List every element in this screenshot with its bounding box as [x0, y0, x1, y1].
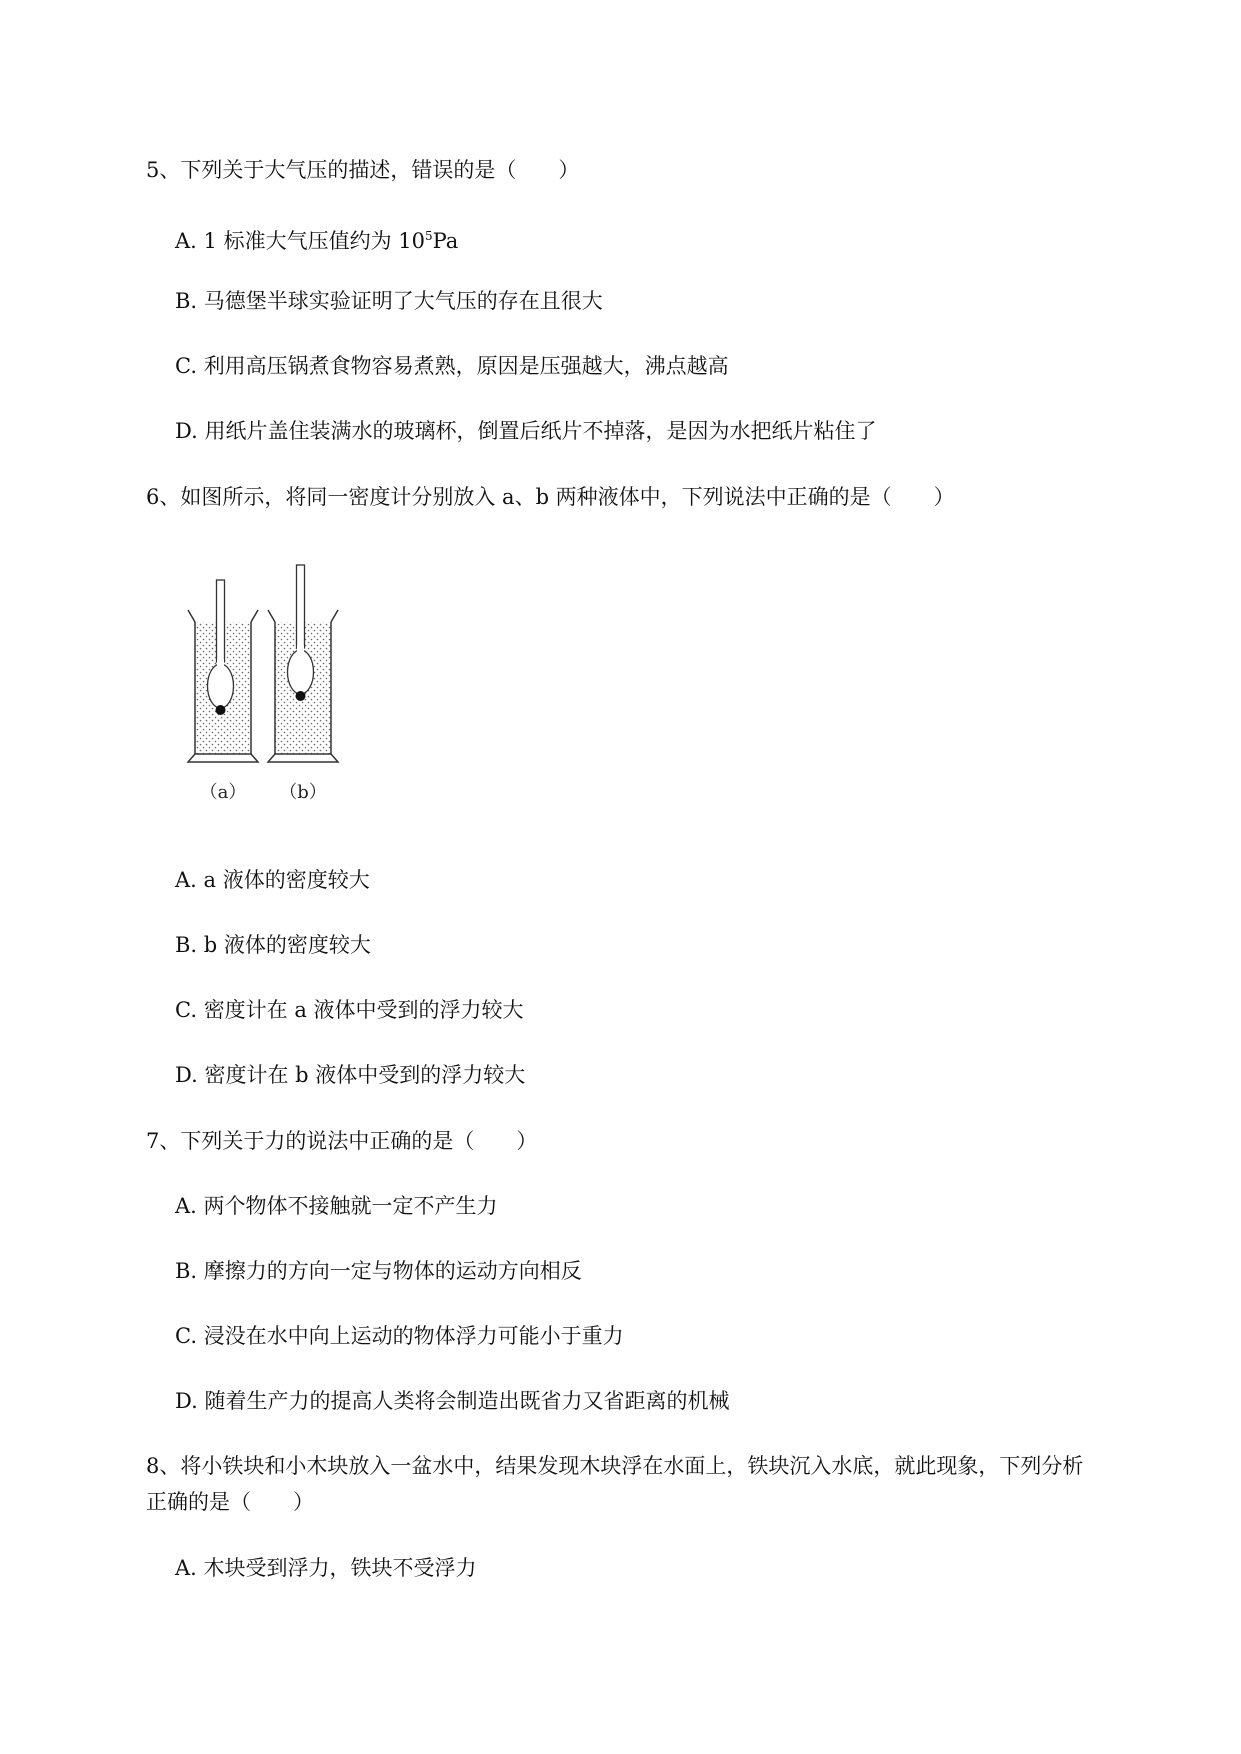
- option-letter: C.: [175, 354, 197, 378]
- q5-option-a: [175, 222, 458, 255]
- option-text: 密度计在 b 液体中受到的浮力较大: [204, 1063, 526, 1087]
- option-text: 两个物体不接触就一定不产生力: [203, 1194, 498, 1218]
- question-8-stem-line2: 正确的是（ ）: [146, 1490, 314, 1514]
- exponent: 5: [424, 229, 433, 243]
- cylinder-a: [188, 580, 258, 762]
- question-6-stem: [146, 483, 955, 511]
- q8-option-a: [175, 1554, 477, 1582]
- question-text: 下列关于力的说法中正确的是（ ）: [180, 1129, 538, 1153]
- question-8-stem-line1: [146, 1452, 1083, 1480]
- option-text: a 液体的密度较大: [203, 868, 370, 892]
- q7-option-a: [175, 1192, 498, 1220]
- q5-option-c: [175, 352, 729, 380]
- option-text: 密度计在 a 液体中受到的浮力较大: [203, 998, 524, 1022]
- option-letter: A.: [175, 229, 197, 253]
- option-text: 浸没在水中向上运动的物体浮力可能小于重力: [203, 1324, 624, 1348]
- question-text: 将小铁块和小木块放入一盆水中，结果发现木块浮在水面上，铁块沉入水底，就此现象，下列分析: [180, 1454, 1084, 1478]
- option-text: 1 标准大气压值约为 10: [203, 229, 425, 253]
- cylinder-b: [268, 565, 338, 762]
- option-text: 随着生产力的提高人类将会制造出既省力又省距离的机械: [204, 1389, 730, 1413]
- option-letter: C.: [175, 1324, 197, 1348]
- q6-option-c: [175, 996, 524, 1024]
- q5-option-d: [175, 417, 876, 445]
- option-text: b 液体的密度较大: [203, 933, 371, 957]
- q6-option-b: [175, 931, 371, 959]
- q7-option-c: [175, 1322, 624, 1350]
- hydrometer-figure: [178, 560, 358, 825]
- option-letter: B.: [175, 289, 198, 313]
- question-7-stem: [146, 1127, 537, 1155]
- option-text: 木块受到浮力，铁块不受浮力: [203, 1556, 477, 1580]
- question-5-stem: [146, 156, 579, 184]
- option-text: 摩擦力的方向一定与物体的运动方向相反: [203, 1259, 582, 1283]
- question-number: 8、: [146, 1454, 181, 1478]
- figure-label-a: （a）: [199, 782, 247, 803]
- q6-option-a: [175, 866, 370, 894]
- option-letter: D.: [175, 1063, 198, 1087]
- question-number: 5、: [146, 158, 181, 182]
- option-letter: A.: [175, 1194, 197, 1218]
- q5-option-b: [175, 287, 603, 315]
- option-letter: A.: [175, 1556, 197, 1580]
- figure-label-b: （b）: [279, 782, 327, 803]
- q7-option-b: [175, 1257, 582, 1285]
- q7-option-d: [175, 1387, 729, 1415]
- option-text: 用纸片盖住装满水的玻璃杯，倒置后纸片不掉落，是因为水把纸片粘住了: [204, 419, 877, 443]
- question-number: 6、: [146, 485, 181, 509]
- q6-option-d: [175, 1061, 525, 1089]
- question-number: 7、: [146, 1129, 181, 1153]
- option-letter: B.: [175, 933, 198, 957]
- option-letter: D.: [175, 1389, 198, 1413]
- option-text: 利用高压锅煮食物容易煮熟，原因是压强越大，沸点越高: [203, 354, 729, 378]
- option-letter: D.: [175, 419, 198, 443]
- question-text: 下列关于大气压的描述，错误的是（ ）: [180, 158, 580, 182]
- option-letter: C.: [175, 998, 197, 1022]
- option-letter: B.: [175, 1259, 198, 1283]
- option-text: 马德堡半球实验证明了大气压的存在且很大: [203, 289, 603, 313]
- question-text: 如图所示，将同一密度计分别放入 a、b 两种液体中，下列说法中正确的是（ ）: [180, 485, 955, 509]
- option-letter: A.: [175, 868, 197, 892]
- hydrometer-diagram: [178, 560, 358, 825]
- unit-text: Pa: [432, 229, 459, 253]
